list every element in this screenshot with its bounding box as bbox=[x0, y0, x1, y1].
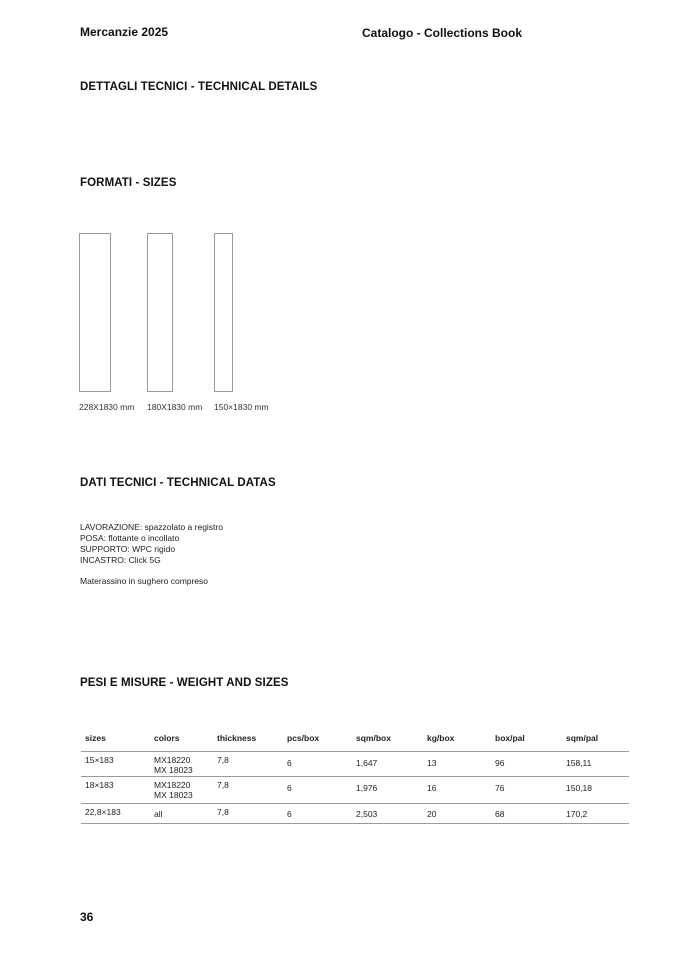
cell-kg-box: 20 bbox=[427, 804, 495, 824]
cell-sqm-pal: 158,11 bbox=[566, 752, 629, 777]
spec-incastro: INCASTRO: Click 5G bbox=[80, 555, 161, 565]
page-number: 36 bbox=[80, 910, 94, 924]
cell-color: MX 18023 bbox=[154, 790, 193, 800]
weight-sizes-table bbox=[81, 725, 629, 824]
section-title-technical-details: DETTAGLI TECNICI - TECHNICAL DETAILS bbox=[80, 81, 318, 93]
cell-size: 18×183 bbox=[81, 777, 154, 804]
spec-supporto: SUPPORTO: WPC rigido bbox=[80, 544, 176, 554]
cell-box-pal: 76 bbox=[495, 777, 566, 804]
section-title-sizes: FORMATI - SIZES bbox=[80, 177, 177, 189]
table-row bbox=[81, 804, 629, 824]
column-header: colors bbox=[154, 733, 180, 743]
cell-color: MX 18023 bbox=[154, 765, 193, 775]
cell-thickness: 7,8 bbox=[217, 777, 287, 804]
format-swatch-150 bbox=[214, 233, 233, 392]
cell-colors bbox=[154, 752, 217, 777]
cell-pcs-box: 6 bbox=[287, 804, 356, 824]
cell-sqm-box: 1,647 bbox=[356, 752, 427, 777]
spec-note: Materassino in sughero compreso bbox=[80, 576, 209, 586]
column-header: pcs/box bbox=[287, 733, 320, 743]
cell-sqm-box: 2,503 bbox=[356, 804, 427, 824]
cell-colors bbox=[154, 777, 217, 804]
cell-box-pal: 96 bbox=[495, 752, 566, 777]
cell-sqm-pal: 170,2 bbox=[566, 804, 629, 824]
spec-lavorazione: LAVORAZIONE: spazzolato a registro bbox=[80, 522, 223, 532]
cell-sqm-pal: 150,18 bbox=[566, 777, 629, 804]
column-header: sizes bbox=[85, 733, 106, 743]
column-header: kg/box bbox=[427, 733, 455, 743]
spec-posa: POSA: flottante o incollato bbox=[80, 533, 180, 543]
table-header-row bbox=[81, 725, 629, 752]
format-label-228: 228X1830 mm bbox=[79, 402, 135, 412]
cell-size: 22,8×183 bbox=[81, 804, 154, 824]
header-brand: Mercanzie 2025 bbox=[80, 25, 169, 39]
table-row bbox=[81, 777, 629, 804]
column-header: box/pal bbox=[495, 733, 525, 743]
cell-box-pal: 68 bbox=[495, 804, 566, 824]
column-header: sqm/pal bbox=[566, 733, 599, 743]
section-title-technical-datas: DATI TECNICI - TECHNICAL DATAS bbox=[80, 477, 276, 489]
cell-thickness: 7,8 bbox=[217, 752, 287, 777]
header-catalog-title: Catalogo - Collections Book bbox=[362, 26, 523, 40]
cell-thickness: 7,8 bbox=[217, 804, 287, 824]
table-row bbox=[81, 752, 629, 777]
cell-kg-box: 13 bbox=[427, 752, 495, 777]
cell-color: MX18220 bbox=[154, 780, 191, 790]
cell-pcs-box: 6 bbox=[287, 777, 356, 804]
cell-kg-box: 16 bbox=[427, 777, 495, 804]
format-label-180: 180X1830 mm bbox=[147, 402, 203, 412]
spec-list bbox=[80, 522, 223, 566]
cell-colors: all bbox=[154, 804, 217, 824]
format-label-150: 150×1830 mm bbox=[214, 402, 269, 412]
cell-pcs-box: 6 bbox=[287, 752, 356, 777]
cell-size: 15×183 bbox=[81, 752, 154, 777]
format-swatch-180 bbox=[147, 233, 173, 392]
column-header: sqm/box bbox=[356, 733, 391, 743]
format-swatch-228 bbox=[79, 233, 111, 392]
cell-color: MX18220 bbox=[154, 755, 191, 765]
column-header: thickness bbox=[217, 733, 257, 743]
section-title-weight-sizes: PESI E MISURE - WEIGHT AND SIZES bbox=[80, 677, 289, 689]
cell-sqm-box: 1,976 bbox=[356, 777, 427, 804]
